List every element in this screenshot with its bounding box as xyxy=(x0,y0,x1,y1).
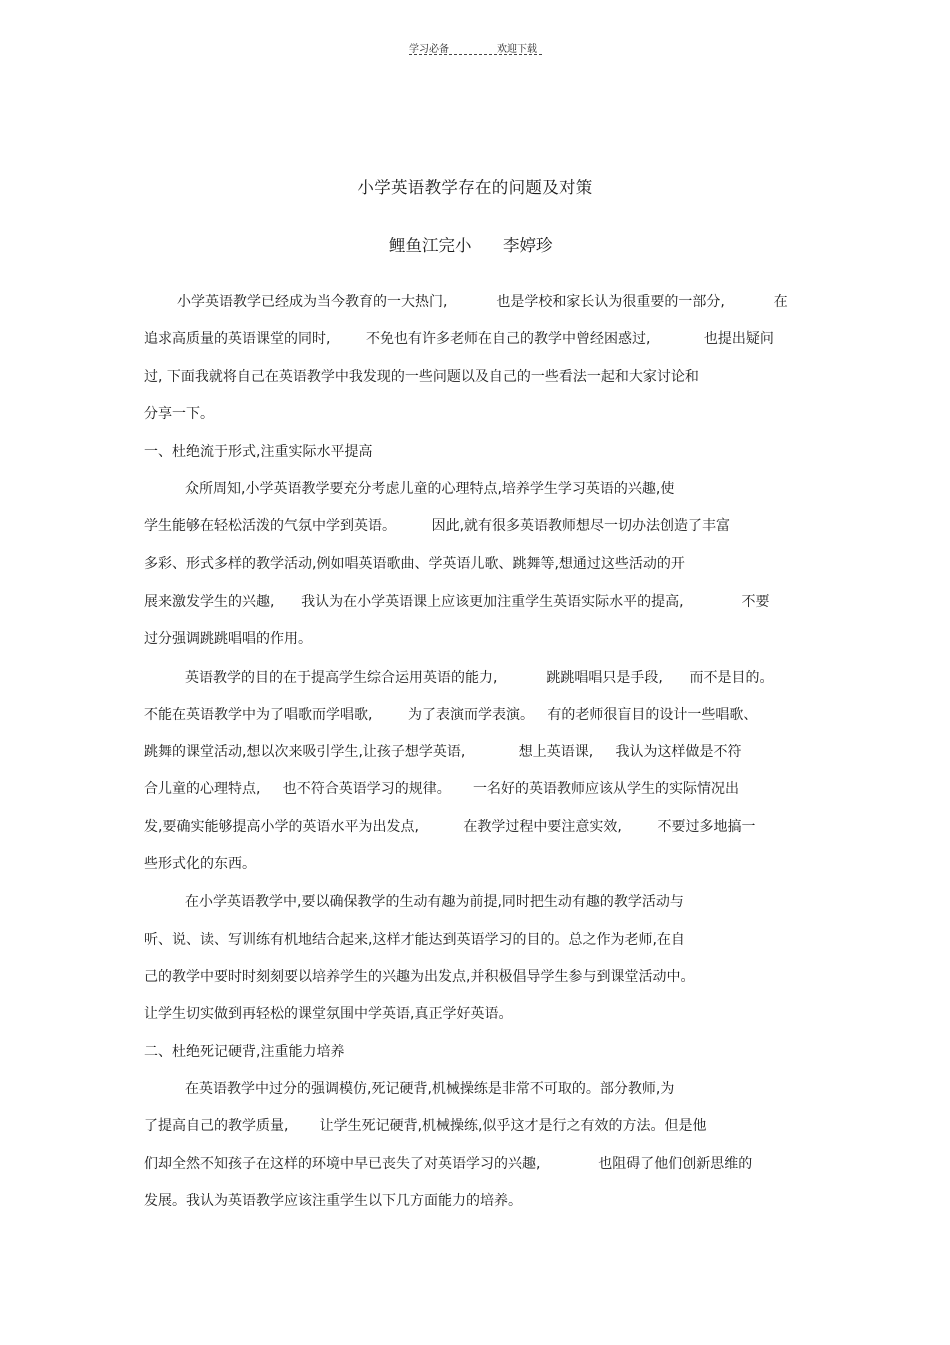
body-line: 过, 下面我就将自己在英语教学中我发现的一些问题以及自己的一些看法一起和大家讨论和 xyxy=(144,369,699,385)
author-line: 鲤鱼江完小 李婷珍 xyxy=(389,236,553,255)
body-line: 过分强调跳跳唱唱的作用。 xyxy=(144,631,312,647)
body-line: 跳舞的课堂活动,想以次来吸引学生,让孩子想学英语, 想上英语课, 我认为这样做是不符 xyxy=(144,744,742,760)
header-dashed-rule xyxy=(409,54,542,55)
body-line: 英语教学的目的在于提高学生综合运用英语的能力, 跳跳唱唱只是手段, 而不是目的。 xyxy=(185,670,774,686)
document-title: 小学英语教学存在的问题及对策 xyxy=(357,178,593,197)
body-line: 小学英语教学已经成为当今教育的一大热门, 也是学校和家长认为很重要的一部分, 在 xyxy=(177,294,788,310)
body-line: 些形式化的东西。 xyxy=(144,856,256,872)
body-line: 发展。我认为英语教学应该注重学生以下几方面能力的培养。 xyxy=(144,1193,522,1209)
header-left-text: 学习必备 xyxy=(409,44,449,55)
body-line: 多彩、形式多样的教学活动,例如唱英语歌曲、学英语儿歌、跳舞等,想通过这些活动的开 xyxy=(144,556,685,572)
section-heading: 二、杜绝死记硬背,注重能力培养 xyxy=(144,1044,345,1060)
body-line: 己的教学中要时时刻刻要以培养学生的兴趣为出发点,并积极倡导学生参与到课堂活动中。 xyxy=(144,969,695,985)
body-line: 让学生切实做到再轻松的课堂氛围中学英语,真正学好英语。 xyxy=(144,1006,513,1022)
body-line: 在小学英语教学中,要以确保教学的生动有趣为前提,同时把生动有趣的教学活动与 xyxy=(185,894,684,910)
header-right-text: 欢迎下载 xyxy=(497,44,537,55)
body-line: 学生能够在轻松活泼的气氛中学到英语。 因此,就有很多英语教师想尽一切办法创造了丰富 xyxy=(144,518,731,534)
page-header xyxy=(409,40,542,56)
body-line: 追求高质量的英语课堂的同时, 不免也有许多老师在自己的教学中曾经困惑过, 也提出疑问 xyxy=(144,331,774,347)
body-line: 发,要确实能够提高小学的英语水平为出发点, 在教学过程中要注意实效, 不要过多地搞一 xyxy=(144,819,756,835)
body-line: 们却全然不知孩子在这样的环境中早已丧失了对英语学习的兴趣, 也阻碍了他们创新思维的 xyxy=(144,1156,753,1172)
body-line: 分享一下。 xyxy=(144,406,214,422)
body-line: 听、说、读、写训练有机地结合起来,这样才能达到英语学习的目的。总之作为老师,在自 xyxy=(144,932,685,948)
body-line: 不能在英语教学中为了唱歌而学唱歌, 为了表演而学表演。 有的老师很盲目的设计一些唱歌、 xyxy=(144,707,758,723)
body-line: 众所周知,小学英语教学要充分考虑儿童的心理特点,培养学生学习英语的兴趣,使 xyxy=(185,481,675,497)
body-line: 了提高自己的教学质量, 让学生死记硬背,机械操练,似乎这才是行之有效的方法。但是他 xyxy=(144,1118,707,1134)
body-line: 合儿童的心理特点, 也不符合英语学习的规律。 一名好的英语教师应该从学生的实际情况出 xyxy=(144,781,739,797)
section-heading: 一、杜绝流于形式,注重实际水平提高 xyxy=(144,444,373,460)
body-line: 在英语教学中过分的强调模仿,死记硬背,机械操练是非常不可取的。部分教师,为 xyxy=(185,1081,675,1097)
body-line: 展来激发学生的兴趣, 我认为在小学英语课上应该更加注重学生英语实际水平的提高, 不要 xyxy=(144,594,770,610)
